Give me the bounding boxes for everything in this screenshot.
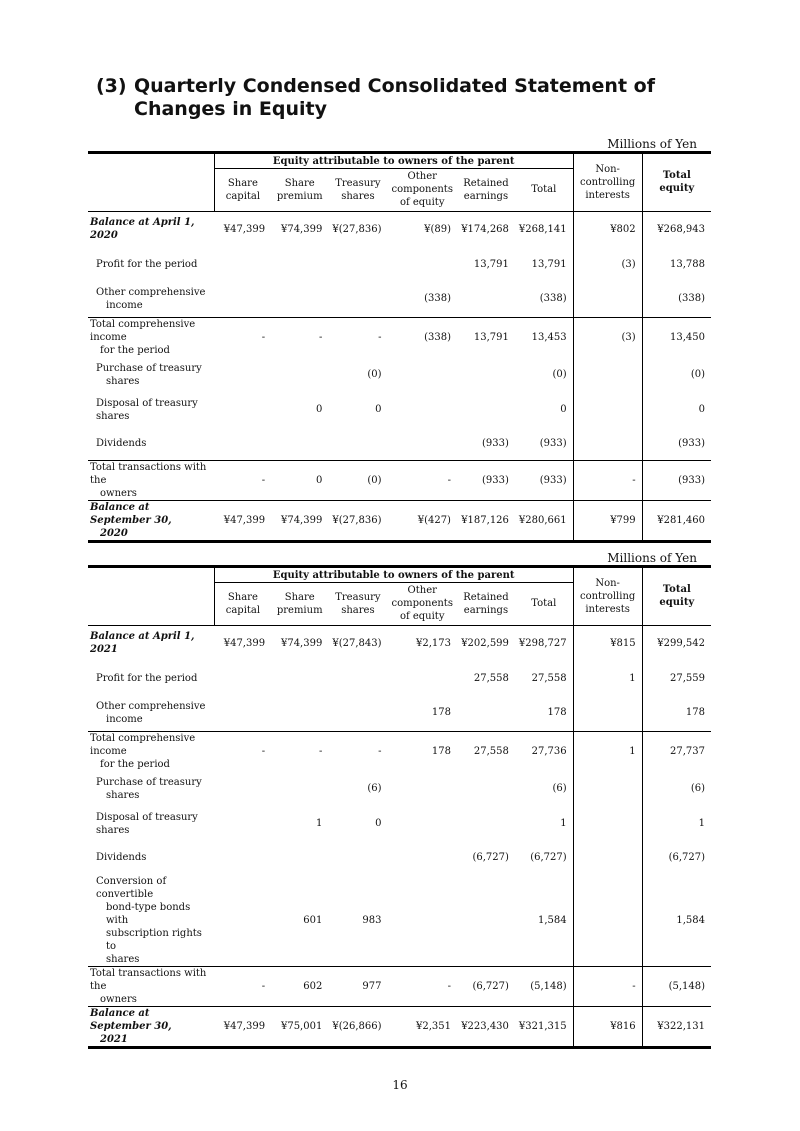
table-cell: 178 (547, 707, 567, 719)
table-cell: ¥268,141 (518, 223, 567, 235)
table-cell: (933) (482, 437, 509, 449)
table-cell: ¥298,727 (518, 637, 567, 649)
table-cell (214, 427, 271, 461)
table-cell (214, 807, 271, 841)
table-cell (328, 247, 387, 281)
table-cell: (6,727) (472, 852, 509, 863)
row-label: Total transactions with the owners (88, 966, 214, 1006)
table-row (88, 357, 711, 393)
row-label: Balance at April 1, 2021 (90, 631, 195, 656)
table-cell: - (387, 461, 456, 501)
table-cell: - (328, 731, 387, 771)
table-cell (457, 393, 515, 427)
table-cell (214, 247, 271, 281)
table-cell: 27,559 (642, 661, 711, 695)
table-cell: - (271, 317, 328, 357)
table-cell (573, 875, 642, 967)
equity-table-2021 (88, 565, 711, 1049)
table-cell: (933) (642, 427, 711, 461)
table-cell: ¥(89) (424, 223, 451, 235)
table-cell: (933) (457, 461, 515, 501)
table-cell: (933) (515, 461, 573, 501)
table-cell: (3) (573, 317, 642, 357)
table-cell: - (387, 966, 456, 1006)
table-cell: ¥75,001 (271, 1006, 328, 1047)
table-cell (457, 281, 515, 317)
table-row (88, 281, 711, 317)
table-cell: ¥47,399 (223, 223, 266, 235)
row-label: Purchase of treasury shares (96, 362, 202, 387)
table-cell: 0 (642, 393, 711, 427)
table-cell: - (271, 731, 328, 771)
row-label: Total comprehensive income for the period (88, 317, 214, 357)
table-cell: (338) (642, 281, 711, 317)
table-cell: 977 (328, 966, 387, 1006)
table-row (88, 966, 711, 1006)
table-cell: ¥223,430 (457, 1006, 515, 1047)
table-cell: ¥47,399 (223, 637, 266, 649)
table-cell (271, 661, 328, 695)
table-cell: (933) (642, 461, 711, 501)
row-label: Disposal of treasury shares (96, 397, 198, 422)
table-cell: 1 (573, 731, 642, 771)
column-header-noncontrolling: Non- controlling interests (579, 163, 636, 201)
table-cell (214, 357, 271, 393)
table-cell: ¥(26,866) (328, 1006, 387, 1047)
table-cell: (6) (367, 783, 382, 794)
table-row (88, 661, 711, 695)
table-cell (271, 247, 328, 281)
table-cell (214, 695, 271, 731)
table-cell: 13,791 (473, 258, 509, 270)
table-cell: 13,453 (515, 317, 573, 357)
table-cell: ¥174,268 (461, 223, 509, 235)
table-cell (573, 357, 642, 393)
column-header-treasury-shares: Treasury shares (335, 177, 381, 202)
table-cell: (0) (642, 357, 711, 393)
table-cell (271, 771, 328, 807)
column-header-share-premium: Share premium (276, 177, 323, 202)
column-group-header: Equity attributable to owners of the parent (214, 567, 573, 583)
table-row (88, 461, 711, 501)
table-row (88, 841, 711, 875)
table-row (88, 875, 711, 967)
table-cell: 27,737 (642, 731, 711, 771)
table-cell: 27,558 (457, 731, 515, 771)
table-cell (387, 841, 456, 875)
table-cell: 1,584 (642, 875, 711, 967)
table-cell (457, 357, 515, 393)
row-label: Dividends (96, 437, 147, 449)
table-cell: ¥815 (573, 625, 642, 661)
row-label: Balance at September 30, 2021 (88, 1006, 214, 1047)
table-cell: (338) (387, 317, 456, 357)
table-cell: 178 (431, 707, 451, 719)
table-cell: (0) (328, 461, 387, 501)
table-cell: ¥802 (573, 211, 642, 247)
table-cell (328, 427, 387, 461)
table-cell: 0 (560, 404, 567, 415)
table-cell: (6,727) (530, 852, 567, 863)
row-label: Profit for the period (96, 672, 198, 684)
table-cell: ¥47,399 (214, 501, 271, 542)
table-cell: ¥74,399 (280, 637, 323, 649)
table-row (88, 807, 711, 841)
table-row (88, 695, 711, 731)
table-cell: (0) (552, 369, 567, 380)
table-cell: ¥268,943 (642, 211, 711, 247)
table-row (88, 427, 711, 461)
row-label: Other comprehensive income (96, 286, 206, 311)
column-header-treasury-shares: Treasury shares (335, 591, 381, 616)
table-cell (387, 807, 456, 841)
table-cell: 0 (375, 404, 382, 415)
table-cell: 1 (560, 818, 567, 829)
table-cell: (3) (573, 247, 642, 281)
table-cell (271, 695, 328, 731)
table-cell (214, 771, 271, 807)
table-cell: (338) (424, 293, 451, 305)
table-row (88, 1006, 711, 1047)
table-cell (214, 841, 271, 875)
table-cell: 178 (387, 731, 456, 771)
table-cell: 0 (375, 818, 382, 829)
table-cell: 1 (642, 807, 711, 841)
column-header-total: Total (531, 184, 557, 196)
row-label: Disposal of treasury shares (96, 811, 198, 836)
table-cell (573, 427, 642, 461)
table-cell: ¥74,399 (280, 223, 323, 235)
table-cell: ¥(27,836) (332, 223, 382, 235)
section-number: (3) (96, 75, 127, 97)
section-title: Quarterly Condensed Consolidated Statement of Changes in Equity (134, 75, 655, 120)
table-cell: - (328, 317, 387, 357)
table-cell: 27,558 (473, 672, 509, 684)
table-cell: ¥74,399 (271, 501, 328, 542)
table-cell: 0 (271, 461, 328, 501)
table-cell: 27,558 (531, 672, 567, 684)
table-cell (573, 393, 642, 427)
table-cell: 983 (362, 914, 382, 926)
table-row (88, 731, 711, 771)
table-cell: (5,148) (515, 966, 573, 1006)
table-cell: - (573, 966, 642, 1006)
table-cell: ¥321,315 (515, 1006, 573, 1047)
page-number: 16 (392, 1078, 408, 1092)
table-cell (328, 841, 387, 875)
table-cell: - (214, 317, 271, 357)
table-cell (457, 695, 515, 731)
table-row (88, 211, 711, 247)
table-cell: ¥(27,836) (328, 501, 387, 542)
column-header-total: Total (531, 598, 557, 610)
table-cell (271, 841, 328, 875)
table-cell (457, 771, 515, 807)
row-label: Dividends (96, 852, 147, 863)
table-cell: ¥322,131 (642, 1006, 711, 1047)
column-header-share-capital: Share capital (225, 591, 261, 616)
table-cell: - (214, 966, 271, 1006)
table-cell (271, 427, 328, 461)
table-cell (573, 807, 642, 841)
column-header-retained-earnings: Retained earnings (463, 177, 509, 202)
table-cell: 27,736 (515, 731, 573, 771)
table-cell: ¥202,599 (461, 637, 509, 649)
table-cell (387, 875, 456, 967)
table-cell: ¥280,661 (515, 501, 573, 542)
table-cell (457, 875, 515, 967)
table-cell (328, 661, 387, 695)
table-cell: 601 (303, 914, 323, 926)
table-cell (387, 771, 456, 807)
table-cell (387, 661, 456, 695)
table-cell (328, 281, 387, 317)
table-cell: (6,727) (457, 966, 515, 1006)
table-cell (387, 393, 456, 427)
row-label: Total transactions with the owners (88, 461, 214, 501)
row-label: Total comprehensive income for the period (88, 731, 214, 771)
table-cell: (6,727) (642, 841, 711, 875)
table-cell (573, 695, 642, 731)
table-row (88, 393, 711, 427)
column-header-noncontrolling: Non- controlling interests (579, 577, 636, 615)
column-header-other-components: Other components of equity (391, 585, 453, 623)
table-cell: (5,148) (642, 966, 711, 1006)
table-row (88, 771, 711, 807)
table-cell: 13,791 (457, 317, 515, 357)
table-cell: 602 (271, 966, 328, 1006)
row-label: Balance at April 1, 2020 (90, 217, 195, 242)
table-cell: 178 (642, 695, 711, 731)
table-cell: (933) (539, 437, 567, 449)
table-cell: ¥(27,843) (332, 637, 382, 649)
table-row (88, 501, 711, 542)
units-label-2020: Millions of Yen (607, 137, 697, 151)
table-cell (387, 247, 456, 281)
column-header-total-equity: Total equity (659, 584, 695, 609)
table-cell (328, 695, 387, 731)
column-header-total-equity: Total equity (659, 170, 695, 195)
table-cell: (338) (539, 293, 567, 305)
equity-table-2020 (88, 151, 711, 543)
table-row (88, 247, 711, 281)
table-cell: ¥47,399 (214, 1006, 271, 1047)
table-cell: (6) (642, 771, 711, 807)
table-cell: - (214, 731, 271, 771)
table-cell (573, 841, 642, 875)
table-cell: 1 (573, 661, 642, 695)
table-cell: ¥281,460 (642, 501, 711, 542)
table-cell (271, 357, 328, 393)
row-label: Purchase of treasury shares (96, 776, 202, 801)
row-label: Conversion of convertible bond-type bonds with subscription rights to shares (96, 875, 202, 965)
table-cell: ¥816 (573, 1006, 642, 1047)
column-group-header: Equity attributable to owners of the parent (214, 153, 573, 169)
table-cell (573, 281, 642, 317)
table-cell (271, 281, 328, 317)
table-cell: ¥2,351 (387, 1006, 456, 1047)
column-header-share-premium: Share premium (276, 591, 323, 616)
table-cell: ¥2,173 (415, 637, 451, 649)
table-cell: (0) (367, 369, 382, 380)
table-cell (214, 393, 271, 427)
table-row (88, 317, 711, 357)
table-cell: ¥299,542 (642, 625, 711, 661)
table-cell: ¥187,126 (457, 501, 515, 542)
column-header-other-components: Other components of equity (391, 171, 453, 209)
row-label: Other comprehensive income (96, 700, 206, 725)
table-cell: 0 (315, 404, 323, 415)
table-cell: 13,788 (642, 247, 711, 281)
table-cell: - (573, 461, 642, 501)
table-cell (387, 427, 456, 461)
column-header-share-capital: Share capital (225, 177, 261, 202)
table-cell (457, 807, 515, 841)
table-cell: 1,584 (537, 914, 567, 926)
column-header-retained-earnings: Retained earnings (463, 591, 509, 616)
table-row (88, 625, 711, 661)
table-cell: 13,450 (642, 317, 711, 357)
table-cell (214, 875, 271, 967)
units-label-2021: Millions of Yen (607, 551, 697, 565)
table-cell: - (214, 461, 271, 501)
row-label: Balance at September 30, 2020 (88, 501, 214, 542)
table-cell (387, 357, 456, 393)
table-cell (214, 661, 271, 695)
table-cell: (6) (552, 783, 567, 794)
table-cell: ¥799 (573, 501, 642, 542)
table-cell (573, 771, 642, 807)
table-cell: 1 (315, 818, 323, 829)
table-cell: 13,791 (531, 258, 567, 270)
row-label: Profit for the period (96, 258, 198, 270)
table-cell: ¥(427) (387, 501, 456, 542)
table-cell (214, 281, 271, 317)
